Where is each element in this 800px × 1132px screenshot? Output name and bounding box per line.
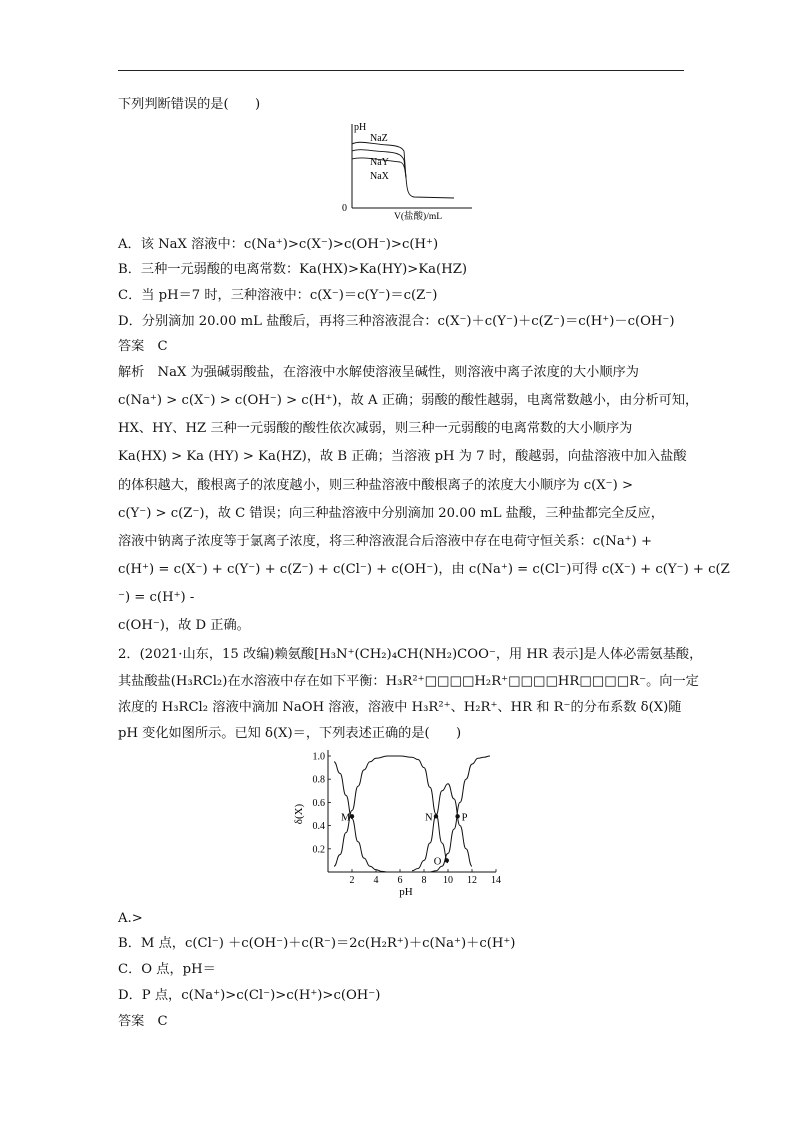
q2-option-a: A.> [118, 911, 143, 926]
q2-stem-line: 2．(2021·山东，15 改编)赖氨酸[H₃N⁺(CH₂)₄CH(NH₂)COO⁻，用 HR 表示]是人体必需氨基酸， [118, 647, 703, 662]
curve-nax [352, 158, 454, 198]
q1-option-b: B．三种一元弱酸的电离常数：Ka(HX)>Ka(HY)>Ka(HZ) [118, 262, 467, 277]
x-tick-label: 10 [443, 875, 453, 886]
x-tick-label: 14 [491, 875, 501, 886]
y-tick-label: 0.8 [312, 774, 325, 786]
q2-option-b: B．M 点，c(Cl⁻) ＋c(OH⁻)＋c(R⁻)＝2c(H₂R⁺)＋c(Na⁺)＋c(H⁺) [118, 936, 516, 951]
x-tick-label: 12 [467, 875, 477, 886]
y-tick-label: 0.4 [312, 821, 325, 833]
q2-stem-line: pH 变化如图所示。已知 δ(X)＝，下列表述正确的是( ) [118, 726, 462, 741]
y-tick-label: 0.6 [312, 797, 325, 809]
q2-option-c: C．O 点，pH＝ [118, 962, 216, 977]
analysis-line: 解析 NaX 为强碱弱酸盐，在溶液中水解使溶液呈碱性，则溶液中离子浓度的大小顺序为 [118, 365, 639, 380]
point-label-n: N [425, 812, 433, 824]
label-nax: NaX [370, 171, 389, 182]
point-label-m: M [341, 812, 351, 824]
series-line-4 [430, 756, 490, 872]
analysis-line: 的体积越大，酸根离子的浓度越小，则三种盐溶液中酸根离子的浓度大小顺序为 c(X⁻) > [118, 478, 634, 493]
analysis-line: c(Na⁺) > c(X⁻) > c(OH⁻) > c(H⁺)，故 A 正确；弱酸的酸性越弱，电离常数越小，由分析可知， [118, 393, 699, 408]
analysis-line: ⁻) = c(H⁺) - [118, 590, 195, 605]
q2-option-d: D．P 点，c(Na⁺)>c(Cl⁻)>c(H⁺)>c(OH⁻) [118, 988, 381, 1003]
point-label-o: O [433, 856, 442, 868]
fig1-y-label: pH [354, 122, 367, 133]
analysis-line: Ka(HX) > Ka (HY) > Ka(HZ)，故 B 正确；当溶液 pH 为 7 时，酸越弱，向盐溶液中加入盐酸 [118, 449, 687, 464]
point-o [445, 858, 449, 862]
x-tick-label: 8 [421, 875, 427, 886]
series-line-3 [412, 784, 472, 871]
x-axis-label: pH [399, 886, 413, 898]
series-line-2 [334, 756, 448, 866]
fig1-origin: 0 [342, 203, 347, 214]
x-tick-label: 6 [397, 875, 403, 886]
point-m [350, 814, 354, 818]
y-axis-label: δ(X) [293, 803, 305, 825]
analysis-line: HX、HY、HZ 三种一元弱酸的酸性依次减弱，则三种一元弱酸的电离常数的大小顺序为 [118, 421, 633, 436]
analysis-line: 溶液中钠离子浓度等于氯离子浓度，将三种溶液混合后溶液中存在电荷守恒关系：c(Na⁺) + [118, 534, 653, 549]
distribution-chart [290, 744, 520, 900]
q1-stem: 下列判断错误的是( ) [118, 97, 261, 112]
q2-stem-line: 其盐酸盐(H₃RCl₂)在水溶液中存在如下平衡：H₃R²⁺□□□□H₂R⁺□□□□HR□□□□R⁻。向一定 [118, 674, 699, 689]
label-naz: NaZ [370, 133, 388, 144]
q1-answer: 答案 C [118, 339, 168, 354]
x-tick-label: 4 [373, 875, 379, 886]
top-rule [118, 70, 684, 71]
analysis-line: c(H⁺) = c(X⁻) + c(Y⁻) + c(Z⁻) + c(Cl⁻) + c(OH⁻)，由 c(Na⁺) = c(Cl⁻)可得 c(X⁻) + c(Y⁻) + c(Z [118, 562, 730, 577]
label-nay: NaY [370, 157, 389, 168]
analysis-line: c(OH⁻)，故 D 正确。 [118, 618, 250, 633]
q1-option-d: D．分别滴加 20.00 mL 盐酸后，再将三种溶液混合：c(X⁻)＋c(Y⁻)＋c(Z⁻)＝c(H⁺)－c(OH⁻) [118, 314, 675, 329]
y-tick-label: 0.2 [312, 844, 325, 856]
q1-option-c: C．当 pH＝7 时，三种溶液中：c(X⁻)＝c(Y⁻)＝c(Z⁻) [118, 288, 438, 303]
q1-option-a: A．该 NaX 溶液中：c(Na⁺)>c(X⁻)>c(OH⁻)>c(H⁺) [118, 237, 439, 252]
y-tick-label: 1.0 [312, 751, 325, 763]
point-label-p: P [461, 812, 468, 824]
point-n [434, 814, 438, 818]
point-p [455, 814, 459, 818]
x-tick-label: 2 [349, 875, 355, 886]
analysis-line: c(Y⁻) > c(Z⁻)，故 C 错误；向三种盐溶液中分别滴加 20.00 mL 盐酸，三种盐都完全反应， [118, 506, 664, 521]
titration-curve-figure [330, 118, 480, 223]
q2-stem-line: 浓度的 H₃RCl₂ 溶液中滴加 NaOH 溶液，溶液中 H₃R²⁺、H₂R⁺、HR 和 R⁻的分布系数 δ(X)随 [118, 700, 682, 715]
q2-answer: 答案 C [118, 1014, 168, 1029]
fig1-x-label: V(盐酸)/mL [394, 212, 443, 222]
